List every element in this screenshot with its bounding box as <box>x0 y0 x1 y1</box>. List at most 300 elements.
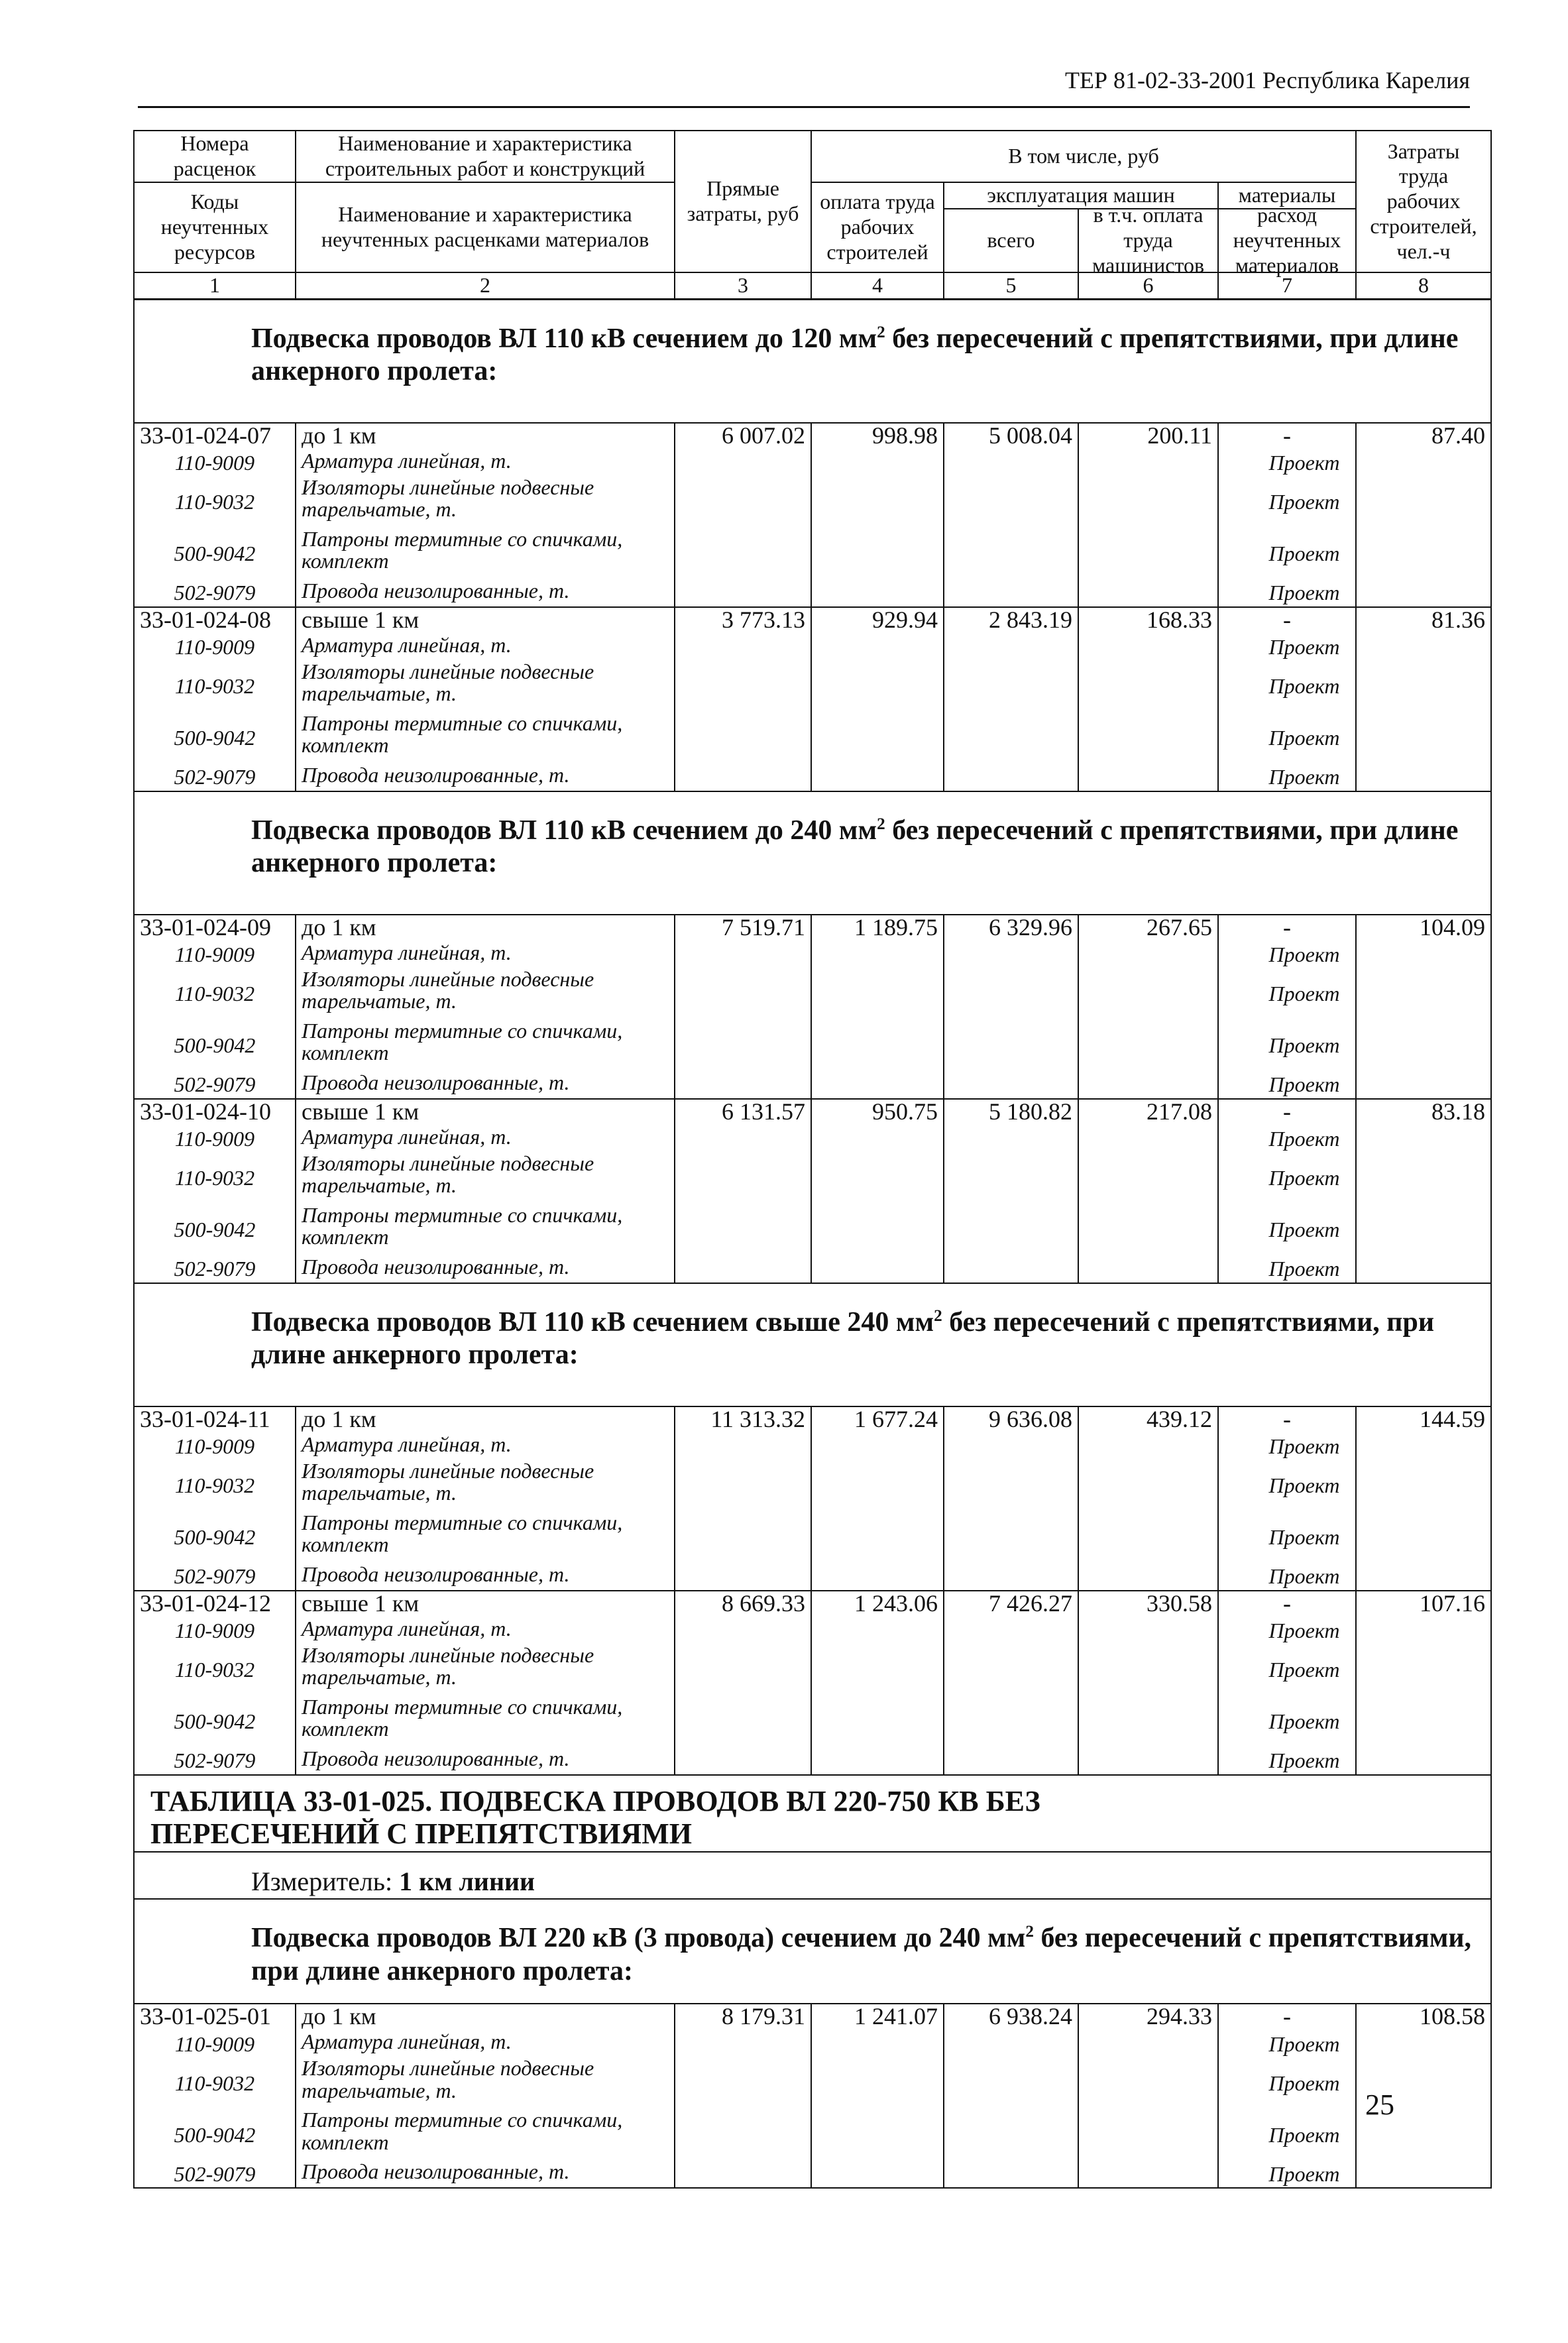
empty-cell <box>811 450 944 477</box>
resource-code: 110-9009 <box>134 634 296 661</box>
empty-cell <box>1356 661 1491 713</box>
empty-cell <box>675 1072 811 1099</box>
empty-cell <box>811 528 944 580</box>
rate-labor-pay: 1 677.24 <box>811 1406 944 1434</box>
col-index: 3 <box>675 272 811 299</box>
rate-labor-hours: 83.18 <box>1356 1099 1491 1126</box>
col-labor-hours: Затраты труда рабочих строителей, чел.-ч <box>1356 131 1491 272</box>
resource-note: Проект <box>1218 1204 1356 1256</box>
empty-cell <box>1356 1748 1491 1775</box>
rate-name: свыше 1 км <box>296 1591 675 1618</box>
rate-code: 33-01-024-11 <box>134 1406 296 1434</box>
resource-name: Провода неизолированные, т. <box>296 764 675 791</box>
empty-cell <box>1356 968 1491 1020</box>
resource-name: Арматура линейная, т. <box>296 1618 675 1644</box>
section-title <box>134 1899 1491 2004</box>
resource-row <box>134 1204 1491 1256</box>
resource-name: Патроны термитные со спичками, комплект <box>296 1512 675 1564</box>
rate-direct-costs: 6 007.02 <box>675 423 811 450</box>
empty-cell <box>944 1696 1078 1748</box>
rate-machines-labor: 217.08 <box>1078 1099 1218 1126</box>
resource-row <box>134 1072 1491 1099</box>
resource-note: Проект <box>1218 1434 1356 1460</box>
empty-cell <box>675 661 811 713</box>
empty-cell <box>944 1072 1078 1099</box>
resource-note: Проект <box>1218 1153 1356 1204</box>
resource-note: Проект <box>1218 1618 1356 1644</box>
col-resource-codes: Коды неучтенных ресурсов <box>134 182 296 272</box>
section-title <box>134 1283 1491 1406</box>
rate-labor-pay: 929.94 <box>811 607 944 634</box>
empty-cell <box>675 968 811 1020</box>
empty-cell <box>675 713 811 764</box>
rate-machines-total: 2 843.19 <box>944 607 1078 634</box>
empty-cell <box>1078 2161 1218 2188</box>
rate-code: 33-01-024-08 <box>134 607 296 634</box>
section-title-text-end: без пересечений с препятствиями, при длине анкерного пролета: <box>251 815 1459 879</box>
resource-row <box>134 1256 1491 1283</box>
empty-cell <box>944 2109 1078 2161</box>
empty-cell <box>1078 1696 1218 1748</box>
empty-cell <box>1078 968 1218 1020</box>
resource-code: 110-9032 <box>134 2057 296 2109</box>
resource-code: 500-9042 <box>134 2109 296 2161</box>
rate-direct-costs: 8 179.31 <box>675 2004 811 2031</box>
empty-cell <box>1356 1153 1491 1204</box>
resource-name: Патроны термитные со спичками, комплект <box>296 1204 675 1256</box>
resource-row <box>134 634 1491 661</box>
empty-cell <box>675 1126 811 1153</box>
resource-note: Проект <box>1218 580 1356 607</box>
empty-cell <box>811 477 944 528</box>
empty-cell <box>1078 2057 1218 2109</box>
rate-direct-costs: 8 669.33 <box>675 1591 811 1618</box>
resource-code: 500-9042 <box>134 1696 296 1748</box>
resource-name: Арматура линейная, т. <box>296 2031 675 2057</box>
section-title-superscript: 2 <box>934 1306 942 1325</box>
empty-cell <box>1078 1153 1218 1204</box>
empty-cell <box>811 713 944 764</box>
rate-machines-labor: 439.12 <box>1078 1406 1218 1434</box>
measure-unit <box>134 1852 1491 1899</box>
resource-row <box>134 580 1491 607</box>
empty-cell <box>944 713 1078 764</box>
rate-direct-costs: 7 519.71 <box>675 915 811 942</box>
rate-labor-pay: 1 241.07 <box>811 2004 944 2031</box>
col-materials-usage: расход неучтенных материалов <box>1233 203 1341 277</box>
resource-note: Проект <box>1218 2161 1356 2188</box>
col-index: 7 <box>1218 272 1356 299</box>
empty-cell <box>811 1020 944 1072</box>
resource-row <box>134 1434 1491 1460</box>
rate-labor-hours: 108.58 <box>1356 2004 1491 2031</box>
empty-cell <box>944 477 1078 528</box>
empty-cell <box>811 2109 944 2161</box>
empty-cell <box>811 1512 944 1564</box>
resource-name: Провода неизолированные, т. <box>296 1564 675 1591</box>
rate-materials: - <box>1218 1099 1356 1126</box>
empty-cell <box>944 2057 1078 2109</box>
rate-labor-hours: 104.09 <box>1356 915 1491 942</box>
empty-cell <box>675 1153 811 1204</box>
resource-code: 110-9009 <box>134 450 296 477</box>
empty-cell <box>944 1748 1078 1775</box>
empty-cell <box>675 477 811 528</box>
empty-cell <box>1078 1460 1218 1512</box>
resource-note: Проект <box>1218 661 1356 713</box>
empty-cell <box>1078 450 1218 477</box>
section-title-text-end: без пересечений с препятствиями, при длине анкерного пролета: <box>251 323 1459 387</box>
resource-note: Проект <box>1218 1020 1356 1072</box>
col-index: 4 <box>811 272 944 299</box>
section-title-superscript: 2 <box>877 815 885 833</box>
empty-cell <box>1356 1072 1491 1099</box>
col-work-name: Наименование и характеристика строительных работ и конструкций <box>296 131 675 182</box>
resource-note: Проект <box>1218 713 1356 764</box>
resource-name: Провода неизолированные, т. <box>296 1748 675 1775</box>
section-title-text-end: без пересечений с препятствиями, при длине анкерного пролета: <box>251 1306 1435 1371</box>
rate-materials: - <box>1218 423 1356 450</box>
rate-direct-costs: 11 313.32 <box>675 1406 811 1434</box>
empty-cell <box>1078 1126 1218 1153</box>
resource-code: 110-9032 <box>134 1153 296 1204</box>
empty-cell <box>1078 1618 1218 1644</box>
resource-note: Проект <box>1218 1748 1356 1775</box>
resource-note: Проект <box>1218 2057 1356 2109</box>
resource-name: Арматура линейная, т. <box>296 1126 675 1153</box>
empty-cell <box>944 528 1078 580</box>
rate-code: 33-01-025-01 <box>134 2004 296 2031</box>
empty-cell <box>675 1020 811 1072</box>
table-title: ТАБЛИЦА 33-01-025. ПОДВЕСКА ПРОВОДОВ ВЛ 220-750 КВ БЕЗ ПЕРЕСЕЧЕНИЙ С ПРЕПЯТСТВИЯМИ <box>134 1775 1491 1853</box>
empty-cell <box>1078 528 1218 580</box>
resource-code: 502-9079 <box>134 580 296 607</box>
empty-cell <box>944 1434 1078 1460</box>
resource-note: Проект <box>1218 764 1356 791</box>
empty-cell <box>1078 661 1218 713</box>
empty-cell <box>1078 1564 1218 1591</box>
empty-cell <box>1078 1020 1218 1072</box>
table-body <box>134 299 1491 2188</box>
empty-cell <box>811 580 944 607</box>
resource-code: 110-9009 <box>134 1434 296 1460</box>
resource-row <box>134 1618 1491 1644</box>
rate-machines-labor: 267.65 <box>1078 915 1218 942</box>
rate-materials: - <box>1218 1591 1356 1618</box>
resource-code: 500-9042 <box>134 1512 296 1564</box>
empty-cell <box>944 1644 1078 1696</box>
empty-cell <box>944 1618 1078 1644</box>
section-title-text: Подвеска проводов ВЛ 110 кВ сечением до 240 мм <box>251 815 877 846</box>
resource-note: Проект <box>1218 1512 1356 1564</box>
page-header <box>138 66 1470 108</box>
resource-row <box>134 1696 1491 1748</box>
rate-name: до 1 км <box>296 2004 675 2031</box>
resource-code: 110-9009 <box>134 1618 296 1644</box>
empty-cell <box>811 2031 944 2057</box>
rate-direct-costs: 3 773.13 <box>675 607 811 634</box>
rate-labor-hours: 144.59 <box>1356 1406 1491 1434</box>
rate-labor-hours: 107.16 <box>1356 1591 1491 1618</box>
col-index: 5 <box>944 272 1078 299</box>
empty-cell <box>811 1748 944 1775</box>
empty-cell <box>1078 1748 1218 1775</box>
col-direct-costs: Прямые затраты, руб <box>675 131 811 272</box>
resource-code: 502-9079 <box>134 1256 296 1283</box>
section-title-row <box>134 299 1491 423</box>
resource-note: Проект <box>1218 634 1356 661</box>
empty-cell <box>1078 942 1218 968</box>
resource-code: 502-9079 <box>134 1748 296 1775</box>
empty-cell <box>811 1434 944 1460</box>
rate-labor-hours: 81.36 <box>1356 607 1491 634</box>
resource-code: 110-9032 <box>134 968 296 1020</box>
resource-note: Проект <box>1218 942 1356 968</box>
rate-code: 33-01-024-07 <box>134 423 296 450</box>
empty-cell <box>675 1204 811 1256</box>
empty-cell <box>1078 580 1218 607</box>
col-rate-numbers: Номера расценок <box>134 131 296 182</box>
resource-name: Изоляторы линейные подвесные тарельчатые, т. <box>296 2057 675 2109</box>
resource-name: Арматура линейная, т. <box>296 1434 675 1460</box>
rate-materials: - <box>1218 607 1356 634</box>
empty-cell <box>1356 580 1491 607</box>
resource-row <box>134 2161 1491 2188</box>
empty-cell <box>675 2031 811 2057</box>
empty-cell <box>675 1256 811 1283</box>
empty-cell <box>675 1618 811 1644</box>
empty-cell <box>811 968 944 1020</box>
rate-row <box>134 915 1491 942</box>
col-materials-cell <box>1218 182 1356 277</box>
empty-cell <box>811 2161 944 2188</box>
section-title-row <box>134 791 1491 915</box>
empty-cell <box>944 2031 1078 2057</box>
empty-cell <box>811 1072 944 1099</box>
resource-name: Провода неизолированные, т. <box>296 580 675 607</box>
section-title-text-end: без пересечений с препятствиями, при длине анкерного пролета: <box>251 1923 1472 1987</box>
col-index: 1 <box>134 272 296 299</box>
empty-cell <box>675 1644 811 1696</box>
empty-cell <box>1356 2161 1491 2188</box>
empty-cell <box>1078 764 1218 791</box>
empty-cell <box>675 942 811 968</box>
rate-machines-total: 7 426.27 <box>944 1591 1078 1618</box>
empty-cell <box>944 450 1078 477</box>
empty-cell <box>944 764 1078 791</box>
resource-note: Проект <box>1218 477 1356 528</box>
resource-row <box>134 764 1491 791</box>
resource-note: Проект <box>1218 1564 1356 1591</box>
resource-row <box>134 1748 1491 1775</box>
col-machines-split <box>944 203 1217 277</box>
resource-code: 502-9079 <box>134 764 296 791</box>
empty-cell <box>1356 1020 1491 1072</box>
empty-cell <box>811 942 944 968</box>
resource-note: Проект <box>1218 528 1356 580</box>
empty-cell <box>944 580 1078 607</box>
empty-cell <box>811 1460 944 1512</box>
rate-labor-pay: 950.75 <box>811 1099 944 1126</box>
empty-cell <box>675 528 811 580</box>
rate-machines-total: 6 329.96 <box>944 915 1078 942</box>
rate-name: свыше 1 км <box>296 1099 675 1126</box>
empty-cell <box>1078 634 1218 661</box>
resource-row <box>134 1020 1491 1072</box>
rate-materials: - <box>1218 2004 1356 2031</box>
resource-code: 500-9042 <box>134 528 296 580</box>
resource-code: 110-9032 <box>134 477 296 528</box>
empty-cell <box>675 764 811 791</box>
empty-cell <box>675 1748 811 1775</box>
empty-cell <box>944 1126 1078 1153</box>
resource-code: 502-9079 <box>134 1072 296 1099</box>
resource-name: Патроны термитные со спичками, комплект <box>296 1696 675 1748</box>
empty-cell <box>944 1512 1078 1564</box>
resource-row <box>134 968 1491 1020</box>
empty-cell <box>944 1564 1078 1591</box>
empty-cell <box>1078 1644 1218 1696</box>
resource-name: Изоляторы линейные подвесные тарельчатые, т. <box>296 477 675 528</box>
resource-row <box>134 2031 1491 2057</box>
resource-note: Проект <box>1218 968 1356 1020</box>
resource-code: 110-9009 <box>134 1126 296 1153</box>
empty-cell <box>675 1564 811 1591</box>
resource-row <box>134 1153 1491 1204</box>
section-title-row <box>134 1899 1491 2004</box>
resource-name: Арматура линейная, т. <box>296 450 675 477</box>
empty-cell <box>675 634 811 661</box>
resource-row <box>134 477 1491 528</box>
rate-labor-pay: 1 189.75 <box>811 915 944 942</box>
empty-cell <box>944 1153 1078 1204</box>
resource-note: Проект <box>1218 1460 1356 1512</box>
resource-code: 502-9079 <box>134 2161 296 2188</box>
rate-name: до 1 км <box>296 915 675 942</box>
section-title-row <box>134 1283 1491 1406</box>
page-number: 25 <box>1365 2088 1394 2121</box>
empty-cell <box>811 764 944 791</box>
empty-cell <box>944 2161 1078 2188</box>
rate-row <box>134 607 1491 634</box>
empty-cell <box>811 1256 944 1283</box>
empty-cell <box>944 661 1078 713</box>
section-title-text: Подвеска проводов ВЛ 110 кВ сечением до 120 мм <box>251 323 877 354</box>
rate-materials: - <box>1218 915 1356 942</box>
empty-cell <box>1356 450 1491 477</box>
empty-cell <box>811 1618 944 1644</box>
rate-materials: - <box>1218 1406 1356 1434</box>
empty-cell <box>944 1256 1078 1283</box>
col-labor-pay: оплата труда рабочих строителей <box>811 182 944 272</box>
resource-row <box>134 1512 1491 1564</box>
resource-code: 500-9042 <box>134 713 296 764</box>
empty-cell <box>1356 1434 1491 1460</box>
resource-row <box>134 1564 1491 1591</box>
empty-cell <box>1356 713 1491 764</box>
unit-value: 1 км линии <box>399 1866 535 1897</box>
resource-name: Провода неизолированные, т. <box>296 1256 675 1283</box>
empty-cell <box>944 1020 1078 1072</box>
resource-note: Проект <box>1218 2031 1356 2057</box>
resource-note: Проект <box>1218 1072 1356 1099</box>
resource-note: Проект <box>1218 2109 1356 2161</box>
resource-code: 110-9032 <box>134 1644 296 1696</box>
resource-row <box>134 713 1491 764</box>
rate-labor-pay: 1 243.06 <box>811 1591 944 1618</box>
empty-cell <box>675 2057 811 2109</box>
rate-machines-total: 5 180.82 <box>944 1099 1078 1126</box>
resource-row <box>134 450 1491 477</box>
empty-cell <box>944 634 1078 661</box>
resource-note: Проект <box>1218 1696 1356 1748</box>
empty-cell <box>1356 1618 1491 1644</box>
rate-row <box>134 1591 1491 1618</box>
rate-row <box>134 423 1491 450</box>
resource-note: Проект <box>1218 1256 1356 1283</box>
col-machines-total: всего <box>944 209 1079 272</box>
rate-row <box>134 1406 1491 1434</box>
empty-cell <box>1078 2031 1218 2057</box>
rates-table <box>133 130 1492 2189</box>
resource-row <box>134 2057 1491 2109</box>
section-title <box>134 791 1491 915</box>
resource-code: 110-9032 <box>134 1460 296 1512</box>
rate-name: свыше 1 км <box>296 607 675 634</box>
col-group-total: В том числе, руб <box>811 131 1356 182</box>
rate-labor-hours: 87.40 <box>1356 423 1491 450</box>
col-index: 6 <box>1078 272 1218 299</box>
empty-cell <box>811 1204 944 1256</box>
empty-cell <box>675 450 811 477</box>
empty-cell <box>1078 1256 1218 1283</box>
empty-cell <box>944 1460 1078 1512</box>
empty-cell <box>1356 634 1491 661</box>
empty-cell <box>1356 1512 1491 1564</box>
resource-note: Проект <box>1218 450 1356 477</box>
empty-cell <box>811 1126 944 1153</box>
resource-code: 110-9009 <box>134 942 296 968</box>
resource-name: Патроны термитные со спичками, комплект <box>296 1020 675 1072</box>
rate-code: 33-01-024-12 <box>134 1591 296 1618</box>
empty-cell <box>1356 1204 1491 1256</box>
empty-cell <box>1356 1126 1491 1153</box>
empty-cell <box>944 968 1078 1020</box>
resource-code: 500-9042 <box>134 1020 296 1072</box>
empty-cell <box>1078 1434 1218 1460</box>
rate-machines-labor: 330.58 <box>1078 1591 1218 1618</box>
empty-cell <box>1356 764 1491 791</box>
empty-cell <box>1356 1644 1491 1696</box>
rate-row <box>134 2004 1491 2031</box>
col-material-name: Наименование и характеристика неучтенных расценками материалов <box>296 182 675 272</box>
col-group-materials: материалы <box>1219 183 1355 209</box>
resource-name: Арматура линейная, т. <box>296 634 675 661</box>
section-title-superscript: 2 <box>877 323 885 341</box>
col-index: 2 <box>296 272 675 299</box>
empty-cell <box>675 1512 811 1564</box>
resource-code: 502-9079 <box>134 1564 296 1591</box>
resource-row <box>134 1126 1491 1153</box>
resource-name: Арматура линейная, т. <box>296 942 675 968</box>
resource-row <box>134 1644 1491 1696</box>
empty-cell <box>811 1564 944 1591</box>
resource-row <box>134 528 1491 580</box>
resource-row <box>134 661 1491 713</box>
empty-cell <box>1356 942 1491 968</box>
rate-machines-total: 5 008.04 <box>944 423 1078 450</box>
empty-cell <box>811 1644 944 1696</box>
